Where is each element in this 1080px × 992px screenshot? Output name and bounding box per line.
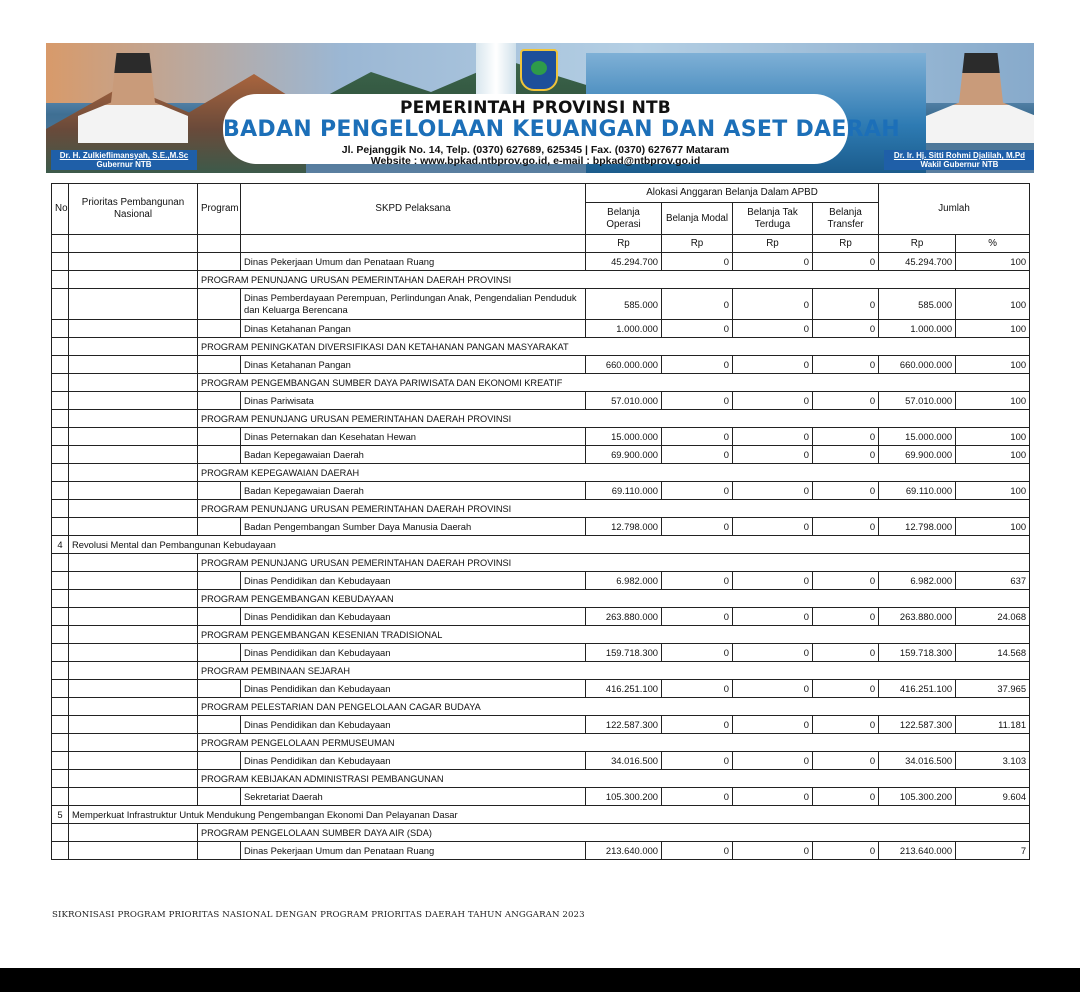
belanja-tak-terduga: 0: [733, 518, 813, 536]
belanja-transfer: 0: [813, 788, 879, 806]
table-row: [52, 752, 1030, 770]
program-row: [52, 500, 1030, 518]
cell-program: [198, 428, 241, 446]
jumlah-pct: 100: [956, 518, 1030, 536]
governor-name: Dr. H. Zulkieflimansyah, S.E.,M.Sc: [59, 151, 189, 160]
program-label: PROGRAM PEMBINAAN SEJARAH: [198, 662, 1030, 680]
cell-no: [52, 482, 69, 500]
cell-no: [52, 446, 69, 464]
table-row: [52, 356, 1030, 374]
cell-no: [52, 788, 69, 806]
cell-no: [52, 428, 69, 446]
jumlah-rp: 34.016.500: [879, 752, 956, 770]
cell-program: [198, 752, 241, 770]
cell-no: [52, 698, 69, 716]
col-prioritas: Prioritas Pembangunan Nasional: [69, 184, 198, 235]
belanja-tak-terduga: 0: [733, 289, 813, 320]
belanja-operasi: 159.718.300: [586, 644, 662, 662]
cell-program: [198, 289, 241, 320]
governor-name-box: [51, 150, 197, 170]
program-row: [52, 734, 1030, 752]
cell-prioritas: [69, 356, 198, 374]
cell-prioritas: [69, 608, 198, 626]
skpd-name: Dinas Ketahanan Pangan: [241, 320, 586, 338]
belanja-modal: 0: [662, 253, 733, 271]
cell-prioritas: [69, 626, 198, 644]
belanja-tak-terduga: 0: [733, 572, 813, 590]
bottom-bar: [0, 968, 1080, 992]
belanja-modal: 0: [662, 608, 733, 626]
belanja-transfer: 0: [813, 428, 879, 446]
cell-prioritas: [69, 788, 198, 806]
cell-prioritas: [69, 500, 198, 518]
program-row: [52, 374, 1030, 392]
belanja-transfer: 0: [813, 320, 879, 338]
jumlah-pct: 100: [956, 253, 1030, 271]
cell-prioritas: [69, 770, 198, 788]
belanja-modal: 0: [662, 320, 733, 338]
cell-no: [52, 338, 69, 356]
cell-no: [52, 644, 69, 662]
jumlah-rp: 660.000.000: [879, 356, 956, 374]
cell-no: [52, 289, 69, 320]
belanja-modal: 0: [662, 680, 733, 698]
cell-no: [52, 770, 69, 788]
col-transfer: Belanja Transfer: [813, 203, 879, 235]
belanja-tak-terduga: 0: [733, 716, 813, 734]
unit-blank: [198, 235, 241, 253]
belanja-tak-terduga: 0: [733, 752, 813, 770]
belanja-tak-terduga: 0: [733, 392, 813, 410]
cell-no: [52, 734, 69, 752]
program-row: [52, 464, 1030, 482]
priority-number: 5: [52, 806, 69, 824]
belanja-modal: 0: [662, 518, 733, 536]
table-row: [52, 608, 1030, 626]
skpd-name: Dinas Pendidikan dan Kebudayaan: [241, 572, 586, 590]
belanja-operasi: 105.300.200: [586, 788, 662, 806]
table-row: [52, 572, 1030, 590]
belanja-tak-terduga: 0: [733, 253, 813, 271]
header-line2: BADAN PENGELOLAAN KEUANGAN DAN ASET DAERAH: [223, 117, 900, 142]
skpd-name: Dinas Pekerjaan Umum dan Penataan Ruang: [241, 253, 586, 271]
cell-prioritas: [69, 698, 198, 716]
cell-no: [52, 374, 69, 392]
belanja-operasi: 6.982.000: [586, 572, 662, 590]
ntb-emblem-icon: [520, 49, 558, 91]
cell-no: [52, 271, 69, 289]
belanja-operasi: 57.010.000: [586, 392, 662, 410]
belanja-modal: 0: [662, 356, 733, 374]
cell-program: [198, 518, 241, 536]
skpd-name: Dinas Peternakan dan Kesehatan Hewan: [241, 428, 586, 446]
table-row: [52, 320, 1030, 338]
cell-prioritas: [69, 662, 198, 680]
cell-prioritas: [69, 410, 198, 428]
jumlah-pct: 100: [956, 320, 1030, 338]
skpd-name: Dinas Pendidikan dan Kebudayaan: [241, 752, 586, 770]
jumlah-pct: 100: [956, 392, 1030, 410]
col-no: No: [52, 184, 69, 235]
unit-blank: [241, 235, 586, 253]
belanja-transfer: 0: [813, 716, 879, 734]
cell-program: [198, 482, 241, 500]
unit-rp: Rp: [813, 235, 879, 253]
header-website: Website : www.bpkad.ntbprov.go.id, e-mail : bpkad@ntbprov.go.id: [370, 155, 701, 167]
skpd-name: Dinas Pendidikan dan Kebudayaan: [241, 680, 586, 698]
cell-no: [52, 680, 69, 698]
belanja-transfer: 0: [813, 572, 879, 590]
cell-no: [52, 500, 69, 518]
unit-rp: Rp: [586, 235, 662, 253]
belanja-transfer: 0: [813, 680, 879, 698]
cell-prioritas: [69, 446, 198, 464]
vice-governor-name-box: [884, 150, 1034, 170]
priority-number: 4: [52, 536, 69, 554]
cell-prioritas: [69, 338, 198, 356]
cell-prioritas: [69, 644, 198, 662]
footer-note: SIKRONISASI PROGRAM PRIORITAS NASIONAL DENGAN PROGRAM PRIORITAS DAERAH TAHUN ANGGARAN 2023: [52, 910, 585, 920]
cell-no: [52, 464, 69, 482]
belanja-tak-terduga: 0: [733, 428, 813, 446]
belanja-tak-terduga: 0: [733, 356, 813, 374]
belanja-transfer: 0: [813, 608, 879, 626]
cell-prioritas: [69, 842, 198, 860]
program-row: [52, 590, 1030, 608]
jumlah-rp: 57.010.000: [879, 392, 956, 410]
program-row: [52, 626, 1030, 644]
cell-program: [198, 842, 241, 860]
vice-governor-title: Wakil Gubernur NTB: [920, 160, 999, 169]
cell-prioritas: [69, 572, 198, 590]
table-row: [52, 428, 1030, 446]
belanja-tak-terduga: 0: [733, 320, 813, 338]
cell-no: [52, 608, 69, 626]
cell-no: [52, 752, 69, 770]
cell-prioritas: [69, 734, 198, 752]
unit-pct: %: [956, 235, 1030, 253]
table-row: [52, 680, 1030, 698]
belanja-transfer: 0: [813, 518, 879, 536]
skpd-name: Badan Pengembangan Sumber Daya Manusia Daerah: [241, 518, 586, 536]
skpd-name: Badan Kepegawaian Daerah: [241, 482, 586, 500]
belanja-modal: 0: [662, 392, 733, 410]
belanja-tak-terduga: 0: [733, 482, 813, 500]
skpd-name: Dinas Ketahanan Pangan: [241, 356, 586, 374]
priority-row: [52, 806, 1030, 824]
header-caption: [223, 94, 900, 167]
jumlah-rp: 69.900.000: [879, 446, 956, 464]
belanja-tak-terduga: 0: [733, 842, 813, 860]
program-row: [52, 824, 1030, 842]
jumlah-rp: 416.251.100: [879, 680, 956, 698]
cell-no: [52, 356, 69, 374]
belanja-tak-terduga: 0: [733, 608, 813, 626]
unit-rp: Rp: [662, 235, 733, 253]
belanja-modal: 0: [662, 428, 733, 446]
jumlah-pct: 100: [956, 428, 1030, 446]
jumlah-pct: 37.965: [956, 680, 1030, 698]
belanja-modal: 0: [662, 644, 733, 662]
belanja-transfer: 0: [813, 446, 879, 464]
unit-rp: Rp: [733, 235, 813, 253]
cell-prioritas: [69, 824, 198, 842]
belanja-modal: 0: [662, 572, 733, 590]
cell-no: [52, 410, 69, 428]
program-row: [52, 271, 1030, 289]
cell-program: [198, 644, 241, 662]
jumlah-rp: 213.640.000: [879, 842, 956, 860]
cell-no: [52, 716, 69, 734]
belanja-operasi: 416.251.100: [586, 680, 662, 698]
unit-blank: [69, 235, 198, 253]
belanja-transfer: 0: [813, 644, 879, 662]
program-label: PROGRAM KEBIJAKAN ADMINISTRASI PEMBANGUNAN: [198, 770, 1030, 788]
jumlah-rp: 159.718.300: [879, 644, 956, 662]
cell-no: [52, 590, 69, 608]
cell-program: [198, 788, 241, 806]
cell-prioritas: [69, 752, 198, 770]
jumlah-rp: 585.000: [879, 289, 956, 320]
cell-prioritas: [69, 289, 198, 320]
jumlah-pct: 637: [956, 572, 1030, 590]
belanja-operasi: 122.587.300: [586, 716, 662, 734]
program-row: [52, 338, 1030, 356]
jumlah-rp: 105.300.200: [879, 788, 956, 806]
jumlah-rp: 6.982.000: [879, 572, 956, 590]
belanja-transfer: 0: [813, 253, 879, 271]
col-skpd: SKPD Pelaksana: [241, 184, 586, 235]
belanja-transfer: 0: [813, 842, 879, 860]
program-label: PROGRAM PENGELOLAAN SUMBER DAYA AIR (SDA): [198, 824, 1030, 842]
jumlah-pct: 100: [956, 482, 1030, 500]
program-label: PROGRAM PENUNJANG URUSAN PEMERINTAHAN DAERAH PROVINSI: [198, 500, 1030, 518]
cell-program: [198, 446, 241, 464]
table-row: [52, 392, 1030, 410]
jumlah-rp: 12.798.000: [879, 518, 956, 536]
jumlah-pct: 3.103: [956, 752, 1030, 770]
header-banner: [46, 43, 1034, 173]
jumlah-pct: 100: [956, 446, 1030, 464]
belanja-operasi: 1.000.000: [586, 320, 662, 338]
cell-program: [198, 253, 241, 271]
program-row: [52, 698, 1030, 716]
cell-no: [52, 572, 69, 590]
priority-label: Memperkuat Infrastruktur Untuk Mendukung Pengembangan Ekonomi Dan Pelayanan Dasar: [69, 806, 1030, 824]
cell-prioritas: [69, 518, 198, 536]
cell-prioritas: [69, 253, 198, 271]
governor-title: Gubernur NTB: [96, 160, 152, 169]
cell-prioritas: [69, 716, 198, 734]
table-header: [52, 184, 1030, 253]
budget-table: [51, 183, 1030, 860]
cell-prioritas: [69, 464, 198, 482]
table-row: [52, 253, 1030, 271]
skpd-name: Badan Kepegawaian Daerah: [241, 446, 586, 464]
cell-prioritas: [69, 554, 198, 572]
skpd-name: Dinas Pariwisata: [241, 392, 586, 410]
cell-program: [198, 320, 241, 338]
cell-prioritas: [69, 392, 198, 410]
unit-rp: Rp: [879, 235, 956, 253]
program-row: [52, 554, 1030, 572]
cell-program: [198, 716, 241, 734]
cell-program: [198, 356, 241, 374]
cell-no: [52, 320, 69, 338]
header-line1: PEMERINTAH PROVINSI NTB: [400, 98, 671, 118]
col-tak-terduga: Belanja Tak Terduga: [733, 203, 813, 235]
skpd-name: Dinas Pendidikan dan Kebudayaan: [241, 716, 586, 734]
belanja-modal: 0: [662, 482, 733, 500]
jumlah-pct: 100: [956, 289, 1030, 320]
cell-prioritas: [69, 271, 198, 289]
cell-program: [198, 608, 241, 626]
belanja-modal: 0: [662, 289, 733, 320]
cell-program: [198, 572, 241, 590]
belanja-modal: 0: [662, 842, 733, 860]
belanja-operasi: 45.294.700: [586, 253, 662, 271]
cell-no: [52, 662, 69, 680]
jumlah-pct: 11.181: [956, 716, 1030, 734]
priority-row: [52, 536, 1030, 554]
cell-prioritas: [69, 482, 198, 500]
skpd-name: Dinas Pendidikan dan Kebudayaan: [241, 608, 586, 626]
program-label: PROGRAM PELESTARIAN DAN PENGELOLAAN CAGAR BUDAYA: [198, 698, 1030, 716]
belanja-operasi: 263.880.000: [586, 608, 662, 626]
cell-no: [52, 554, 69, 572]
belanja-modal: 0: [662, 788, 733, 806]
skpd-name: Sekretariat Daerah: [241, 788, 586, 806]
jumlah-pct: 14.568: [956, 644, 1030, 662]
cell-no: [52, 842, 69, 860]
belanja-tak-terduga: 0: [733, 446, 813, 464]
jumlah-rp: 69.110.000: [879, 482, 956, 500]
program-label: PROGRAM PENUNJANG URUSAN PEMERINTAHAN DAERAH PROVINSI: [198, 271, 1030, 289]
cell-prioritas: [69, 590, 198, 608]
jumlah-rp: 1.000.000: [879, 320, 956, 338]
program-row: [52, 662, 1030, 680]
belanja-modal: 0: [662, 446, 733, 464]
table-row: [52, 446, 1030, 464]
belanja-tak-terduga: 0: [733, 680, 813, 698]
belanja-operasi: 15.000.000: [586, 428, 662, 446]
cell-program: [198, 680, 241, 698]
belanja-modal: 0: [662, 716, 733, 734]
program-label: PROGRAM KEPEGAWAIAN DAERAH: [198, 464, 1030, 482]
skpd-name: Dinas Pemberdayaan Perempuan, Perlindungan Anak, Pengendalian Penduduk dan Keluarga Berencana: [241, 289, 586, 320]
table-row: [52, 716, 1030, 734]
jumlah-pct: 7: [956, 842, 1030, 860]
belanja-transfer: 0: [813, 482, 879, 500]
cell-no: [52, 626, 69, 644]
program-row: [52, 770, 1030, 788]
program-label: PROGRAM PENINGKATAN DIVERSIFIKASI DAN KETAHANAN PANGAN MASYARAKAT: [198, 338, 1030, 356]
program-label: PROGRAM PENUNJANG URUSAN PEMERINTAHAN DAERAH PROVINSI: [198, 554, 1030, 572]
belanja-modal: 0: [662, 752, 733, 770]
col-jumlah: Jumlah: [879, 184, 1030, 235]
priority-label: Revolusi Mental dan Pembangunan Kebudayaan: [69, 536, 1030, 554]
program-row: [52, 410, 1030, 428]
belanja-operasi: 34.016.500: [586, 752, 662, 770]
vice-governor-name: Dr. Ir. Hj. Sitti Rohmi Djalilah, M.Pd: [893, 151, 1026, 160]
belanja-operasi: 660.000.000: [586, 356, 662, 374]
col-modal: Belanja Modal: [662, 203, 733, 235]
col-operasi: Belanja Operasi: [586, 203, 662, 235]
belanja-transfer: 0: [813, 392, 879, 410]
jumlah-pct: 100: [956, 356, 1030, 374]
cell-prioritas: [69, 680, 198, 698]
jumlah-pct: 9.604: [956, 788, 1030, 806]
table-row: [52, 289, 1030, 320]
cell-prioritas: [69, 428, 198, 446]
jumlah-pct: 24.068: [956, 608, 1030, 626]
cell-no: [52, 824, 69, 842]
jumlah-rp: 15.000.000: [879, 428, 956, 446]
table-row: [52, 518, 1030, 536]
cell-program: [198, 392, 241, 410]
belanja-transfer: 0: [813, 356, 879, 374]
program-label: PROGRAM PENGELOLAAN PERMUSEUMAN: [198, 734, 1030, 752]
belanja-transfer: 0: [813, 289, 879, 320]
cell-no: [52, 518, 69, 536]
belanja-operasi: 213.640.000: [586, 842, 662, 860]
header-address: Jl. Pejanggik No. 14, Telp. (0370) 627689, 625345 | Fax. (0370) 627677 Mataram: [341, 144, 730, 156]
program-label: PROGRAM PENGEMBANGAN KEBUDAYAAN: [198, 590, 1030, 608]
skpd-name: Dinas Pekerjaan Umum dan Penataan Ruang: [241, 842, 586, 860]
col-program: Program: [198, 184, 241, 235]
jumlah-rp: 122.587.300: [879, 716, 956, 734]
unit-blank: [52, 235, 69, 253]
belanja-tak-terduga: 0: [733, 644, 813, 662]
belanja-operasi: 69.900.000: [586, 446, 662, 464]
belanja-operasi: 585.000: [586, 289, 662, 320]
table-body: [52, 253, 1030, 860]
table-row: [52, 842, 1030, 860]
jumlah-rp: 45.294.700: [879, 253, 956, 271]
program-label: PROGRAM PENUNJANG URUSAN PEMERINTAHAN DAERAH PROVINSI: [198, 410, 1030, 428]
cell-prioritas: [69, 320, 198, 338]
table-row: [52, 482, 1030, 500]
belanja-operasi: 12.798.000: [586, 518, 662, 536]
col-alokasi: Alokasi Anggaran Belanja Dalam APBD: [586, 184, 879, 203]
belanja-transfer: 0: [813, 752, 879, 770]
belanja-tak-terduga: 0: [733, 788, 813, 806]
program-label: PROGRAM PENGEMBANGAN KESENIAN TRADISIONAL: [198, 626, 1030, 644]
program-label: PROGRAM PENGEMBANGAN SUMBER DAYA PARIWISATA DAN EKONOMI KREATIF: [198, 374, 1030, 392]
cell-prioritas: [69, 374, 198, 392]
jumlah-rp: 263.880.000: [879, 608, 956, 626]
skpd-name: Dinas Pendidikan dan Kebudayaan: [241, 644, 586, 662]
table-row: [52, 644, 1030, 662]
cell-no: [52, 253, 69, 271]
table-row: [52, 788, 1030, 806]
belanja-operasi: 69.110.000: [586, 482, 662, 500]
cell-no: [52, 392, 69, 410]
